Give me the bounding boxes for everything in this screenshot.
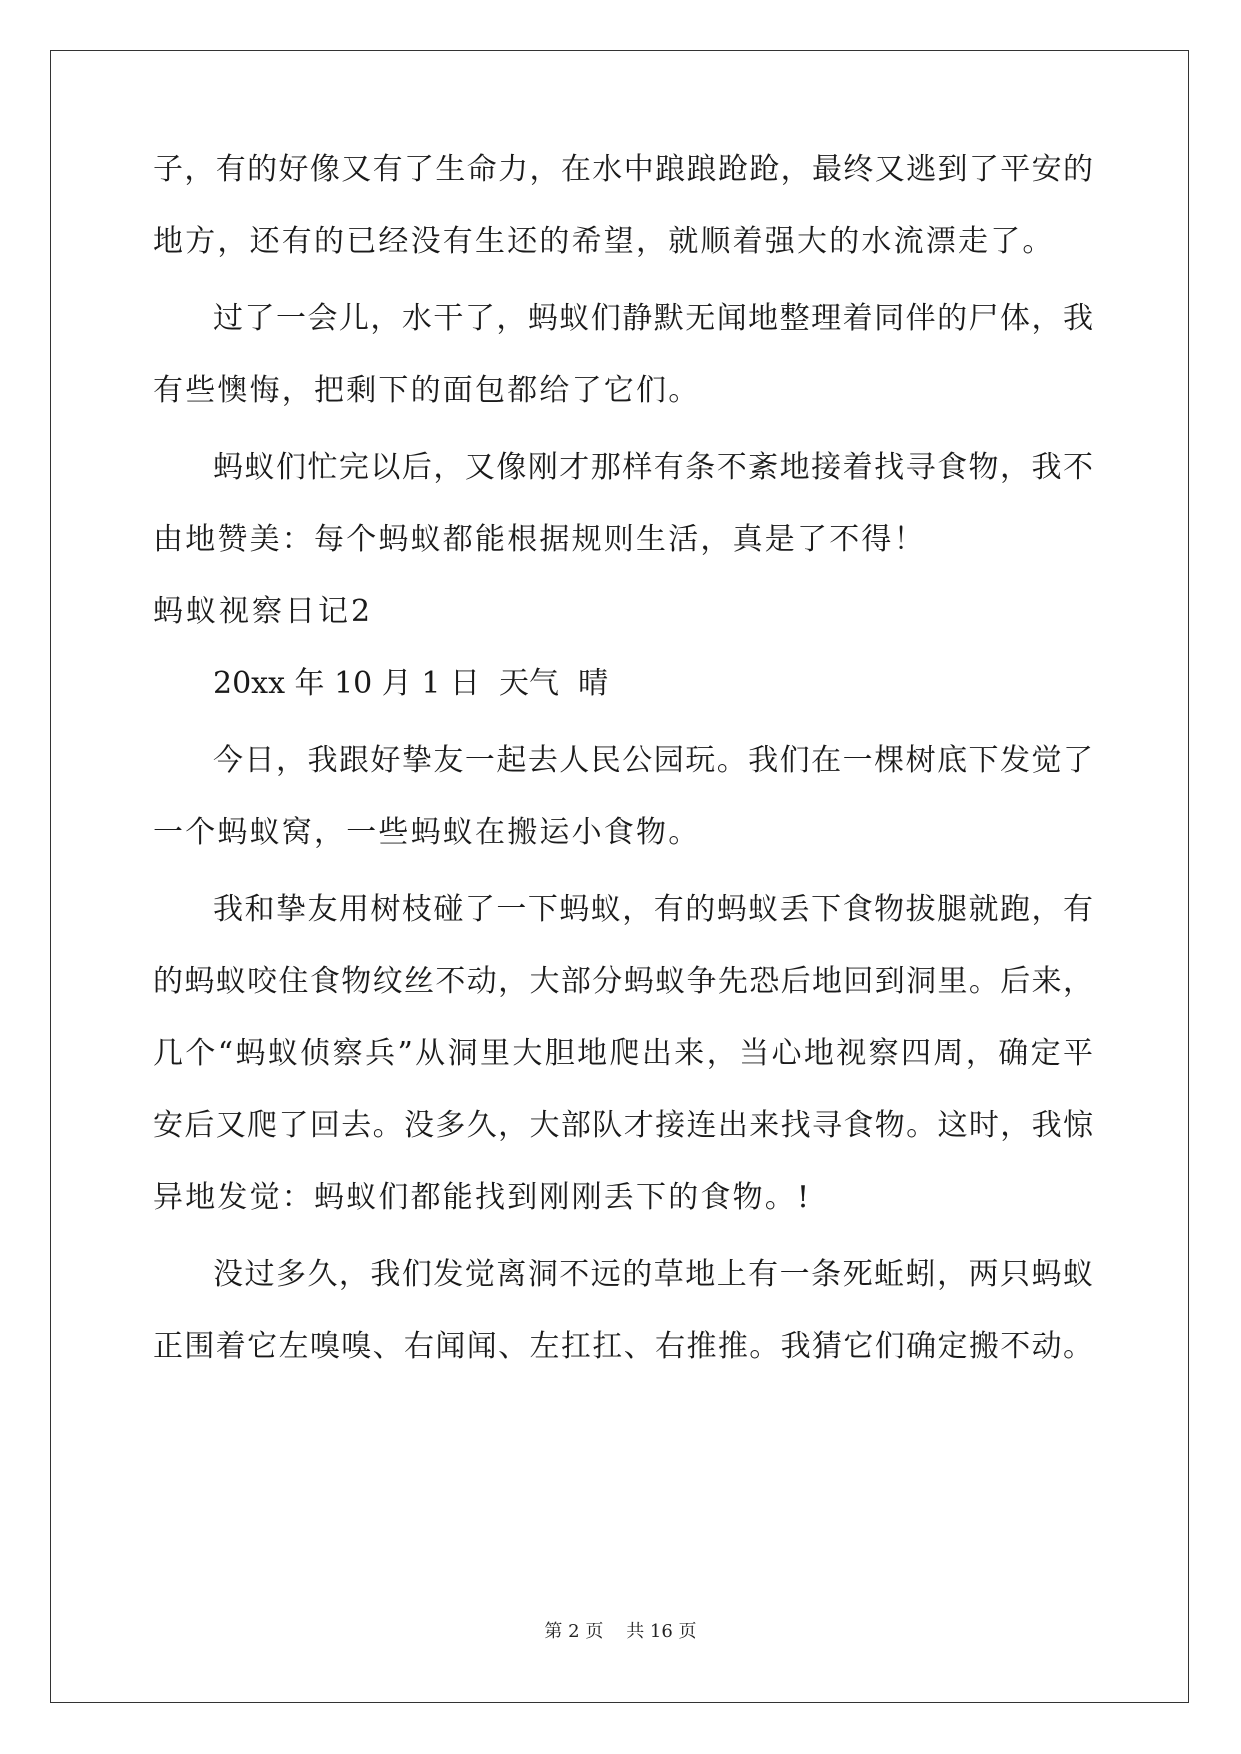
text-line: 有些懊悔，把剩下的面包都给了它们。 bbox=[153, 373, 701, 408]
text-line: 蚂蚁们忙完以后，又像刚才那样有条不紊地接着找寻食物，我不 bbox=[213, 450, 1093, 485]
text-line: 安后又爬了回去。没多久，大部队才接连出来找寻食物。这时，我惊 bbox=[153, 1108, 1093, 1143]
section-heading: 蚂蚁视察日记2 bbox=[153, 594, 374, 629]
page-footer: 第 2 页 共 16 页 bbox=[544, 1621, 697, 1642]
text-line: 正围着它左嗅嗅、右闻闻、左扛扛、右推推。我猜它们确定搬不动。 bbox=[153, 1329, 1093, 1364]
text-line: 没过多久，我们发觉离洞不远的草地上有一条死蚯蚓，两只蚂蚁 bbox=[213, 1257, 1093, 1292]
page-border bbox=[50, 50, 1189, 1703]
text-line: 的蚂蚁咬住食物纹丝不动，大部分蚂蚁争先恐后地回到洞里。后来， bbox=[153, 964, 1093, 999]
text-line: 过了一会儿，水干了，蚂蚁们静默无闻地整理着同伴的尸体，我 bbox=[213, 301, 1093, 336]
text-line: 地方，还有的已经没有生还的希望，就顺着强大的水流漂走了。 bbox=[153, 224, 1055, 259]
text-line: 一个蚂蚁窝，一些蚂蚁在搬运小食物。 bbox=[153, 815, 701, 850]
text-line: 子，有的好像又有了生命力，在水中踉踉跄跄，最终又逃到了平安的 bbox=[153, 152, 1093, 187]
diary-date-line: 20xx 年 10 月 1 日 天气 晴 bbox=[213, 666, 609, 701]
text-line: 今日，我跟好挚友一起去人民公园玩。我们在一棵树底下发觉了 bbox=[213, 743, 1093, 778]
text-line: 异地发觉：蚂蚁们都能找到刚刚丢下的食物。! bbox=[153, 1180, 812, 1215]
text-line: 我和挚友用树枝碰了一下蚂蚁，有的蚂蚁丢下食物拔腿就跑，有 bbox=[213, 892, 1093, 927]
text-line: 由地赞美：每个蚂蚁都能根据规则生活，真是了不得！ bbox=[153, 522, 926, 557]
text-line: 几个“蚂蚁侦察兵”从洞里大胆地爬出来，当心地视察四周，确定平 bbox=[153, 1036, 1093, 1071]
